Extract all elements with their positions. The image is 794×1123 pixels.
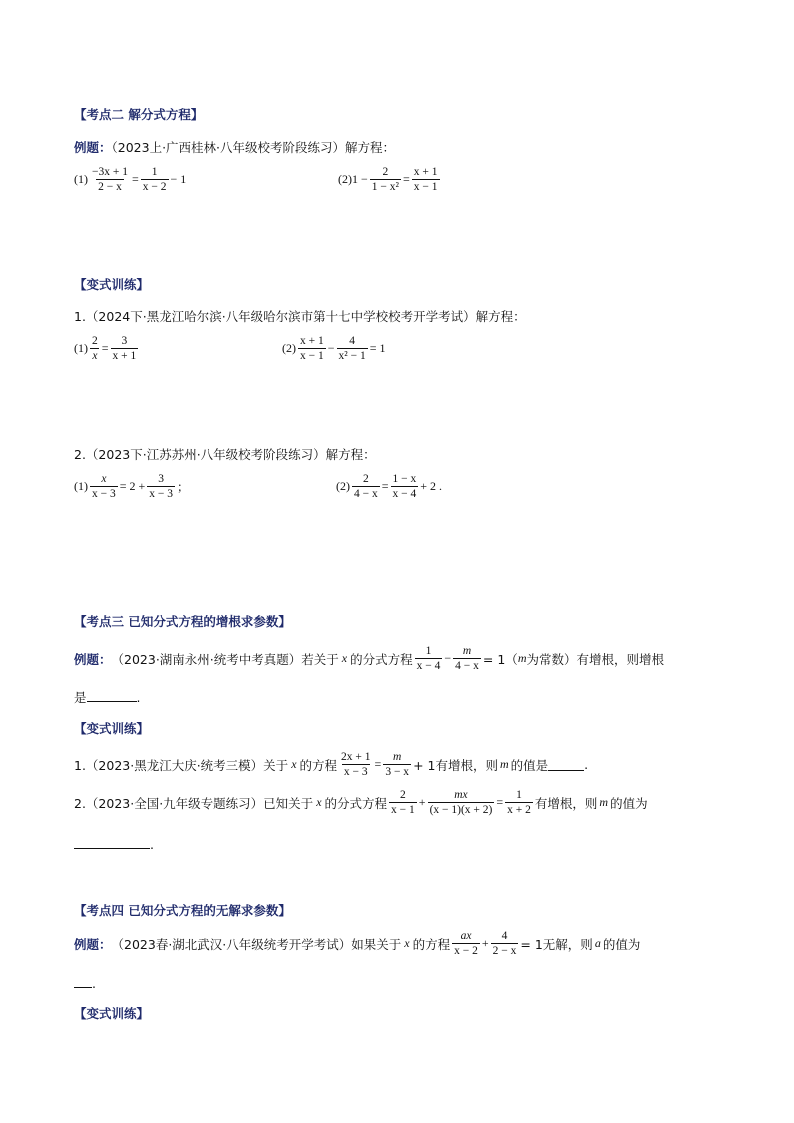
expression-tail: ； — [177, 480, 190, 494]
question-2 — [74, 788, 648, 817]
plus-sign: + — [481, 936, 489, 950]
denominator: x − 4 — [392, 488, 417, 500]
numerator: 2x + 1 — [341, 751, 371, 763]
fraction — [428, 788, 495, 817]
problem-label: (2) — [338, 172, 352, 186]
problem-label: (1) — [74, 479, 88, 493]
variable-x: x — [291, 757, 297, 771]
problem-label: (2) — [282, 341, 296, 355]
example-text: 的值为 — [602, 936, 641, 952]
denominator: x − 3 — [343, 766, 368, 778]
fraction — [389, 788, 417, 817]
example-label: 例题： — [74, 936, 112, 952]
period: . — [136, 690, 141, 705]
numerator: 1 — [151, 166, 158, 178]
denominator: 2 − x — [492, 945, 517, 957]
numerator: x — [101, 473, 107, 485]
minus-sign: − — [444, 651, 452, 665]
variable-m: m — [599, 795, 609, 809]
fraction — [352, 472, 380, 501]
numerator: 1 − x — [392, 473, 417, 485]
fraction — [491, 929, 519, 958]
question-text: 的分式方程 — [324, 795, 388, 811]
numerator: ax — [460, 930, 472, 942]
question-text: 1.（2023·黑龙江大庆·统考三模）关于 — [74, 757, 289, 773]
example-text: = 1（ — [482, 651, 518, 667]
denominator: x − 3 — [92, 488, 116, 500]
problem-2 — [338, 165, 442, 194]
fraction — [453, 644, 481, 673]
equals-sign: = — [496, 795, 504, 809]
fraction — [383, 750, 411, 779]
expression-middle: = 2 + — [119, 479, 146, 493]
question-1b — [282, 334, 386, 363]
numerator: 2 — [400, 789, 406, 801]
question-2-line-2 — [74, 836, 154, 852]
variable-x: x — [316, 795, 322, 809]
numerator: x + 1 — [300, 335, 324, 347]
numerator: 2 — [363, 473, 369, 485]
numerator: 1 — [516, 789, 522, 801]
example-line-2 — [74, 688, 141, 706]
denominator: x + 2 — [507, 804, 531, 816]
fraction — [141, 165, 169, 194]
variant-heading: 【变式训练】 — [74, 1006, 150, 1021]
denominator: 4 − x — [455, 660, 479, 672]
fraction — [452, 929, 480, 958]
numerator: 3 — [158, 473, 165, 485]
example-source: （2023·湖南永州·统考中考真题）若关于 — [111, 651, 339, 667]
variable-x: x — [404, 936, 410, 950]
numerator: 1 — [425, 645, 432, 657]
variable-x: x — [341, 651, 348, 665]
question-2a — [74, 472, 189, 501]
numerator: 2 — [382, 166, 389, 178]
question-2b — [336, 472, 442, 501]
problem-1 — [74, 165, 186, 194]
example-label: 例题： — [74, 651, 112, 667]
section-heading-4: 【考点四 已知分式方程的无解求参数】 — [74, 903, 291, 918]
question-text: 2.（2023·全国·九年级专题练习）已知关于 — [74, 795, 314, 811]
fraction — [505, 788, 533, 817]
period: . — [150, 837, 154, 852]
expression-tail: − 1 — [170, 172, 187, 186]
section-heading-2: 【考点二 解分式方程】 — [74, 107, 204, 122]
denominator: x − 4 — [416, 660, 441, 672]
fraction — [370, 165, 401, 194]
example-text: 的分式方程 — [350, 651, 413, 667]
denominator: x — [92, 350, 98, 362]
example-line — [74, 929, 640, 958]
numerator: −3x + 1 — [92, 166, 128, 178]
example-text: 是 — [74, 690, 87, 705]
numerator: m — [462, 645, 472, 657]
numerator: 4 — [501, 930, 508, 942]
question-text: + 1有增根，则 — [413, 757, 498, 773]
period: . — [584, 757, 589, 772]
denominator: x − 3 — [149, 488, 174, 500]
question-1-text: 1.（2024下·黑龙江哈尔滨·八年级哈尔滨市第十七中学校校考开学考试）解方程： — [74, 309, 526, 324]
fraction — [415, 644, 443, 673]
variable-a: a — [594, 936, 601, 950]
question-text: 的方程 — [299, 757, 338, 773]
denominator: (x − 1)(x + 2) — [429, 804, 493, 816]
section-heading-3: 【考点三 已知分式方程的增根求参数】 — [74, 614, 291, 629]
variable-m: m — [499, 757, 509, 771]
question-1 — [74, 750, 588, 779]
equals-sign: = — [374, 757, 382, 771]
numerator: mx — [454, 789, 468, 801]
equals-sign: = — [381, 479, 389, 493]
numerator: 2 — [92, 335, 98, 347]
problem-label: (1) — [74, 341, 88, 355]
problem-label: (2) — [336, 479, 350, 493]
example-line — [74, 138, 395, 156]
denominator: 1 − x² — [371, 181, 399, 193]
equals-sign: = — [101, 341, 109, 355]
example-label: 例题： — [74, 140, 112, 155]
numerator: 3 — [121, 335, 128, 347]
question-1a — [74, 334, 140, 363]
question-text: 的值为 — [610, 795, 648, 811]
answer-blank[interactable] — [74, 975, 92, 988]
fraction — [339, 750, 373, 779]
example-source: （2023春·湖北武汉·八年级统考开学考试）如果关于 — [111, 936, 402, 952]
example-text: 的方程 — [412, 936, 451, 952]
equals-sign: = — [402, 172, 410, 186]
expression-tail: + 2 . — [420, 479, 443, 493]
fraction — [147, 472, 175, 501]
denominator: x − 2 — [454, 945, 478, 957]
numerator: 4 — [349, 335, 355, 347]
denominator: x − 1 — [391, 804, 415, 816]
denominator: 3 − x — [385, 766, 410, 778]
numerator: x + 1 — [413, 166, 438, 178]
example-line-2 — [74, 975, 96, 991]
example-text: 为常数）有增根，则增根 — [526, 651, 664, 667]
equals-sign: = — [131, 172, 139, 186]
plus-sign: + — [418, 795, 426, 809]
answer-blank[interactable] — [548, 758, 584, 771]
variable-m: m — [517, 651, 527, 665]
question-2-text: 2.（2023下·江苏苏州·八年级校考阶段练习）解方程： — [74, 447, 376, 462]
fraction — [391, 472, 419, 501]
denominator: 2 − x — [98, 181, 122, 193]
fraction — [90, 165, 130, 194]
expression-tail: = 1 — [369, 341, 386, 355]
example-text: = 1无解，则 — [520, 936, 593, 952]
fraction — [412, 165, 440, 194]
expression-head: 1 − — [352, 172, 368, 186]
denominator: x − 1 — [413, 181, 438, 193]
answer-blank[interactable] — [74, 836, 150, 849]
problem-label: (1) — [74, 172, 88, 186]
example-source: （2023上·广西桂林·八年级校考阶段练习）解方程： — [111, 140, 396, 155]
variant-heading: 【变式训练】 — [74, 277, 150, 292]
minus-sign: − — [327, 341, 335, 355]
answer-blank[interactable] — [87, 689, 137, 702]
fraction — [90, 472, 118, 501]
fraction — [111, 334, 139, 363]
fraction — [337, 334, 368, 363]
denominator: 4 − x — [354, 488, 378, 500]
example-line — [74, 644, 664, 673]
question-text: 有增根，则 — [534, 795, 598, 811]
question-text: 的值是 — [510, 757, 549, 773]
variant-heading: 【变式训练】 — [74, 721, 150, 736]
denominator: x² − 1 — [338, 350, 366, 362]
denominator: x − 1 — [300, 350, 324, 362]
period: . — [92, 976, 96, 991]
fraction — [298, 334, 326, 363]
fraction — [90, 334, 100, 363]
numerator: m — [393, 751, 402, 763]
denominator: x + 1 — [112, 350, 137, 362]
denominator: x − 2 — [142, 181, 167, 193]
